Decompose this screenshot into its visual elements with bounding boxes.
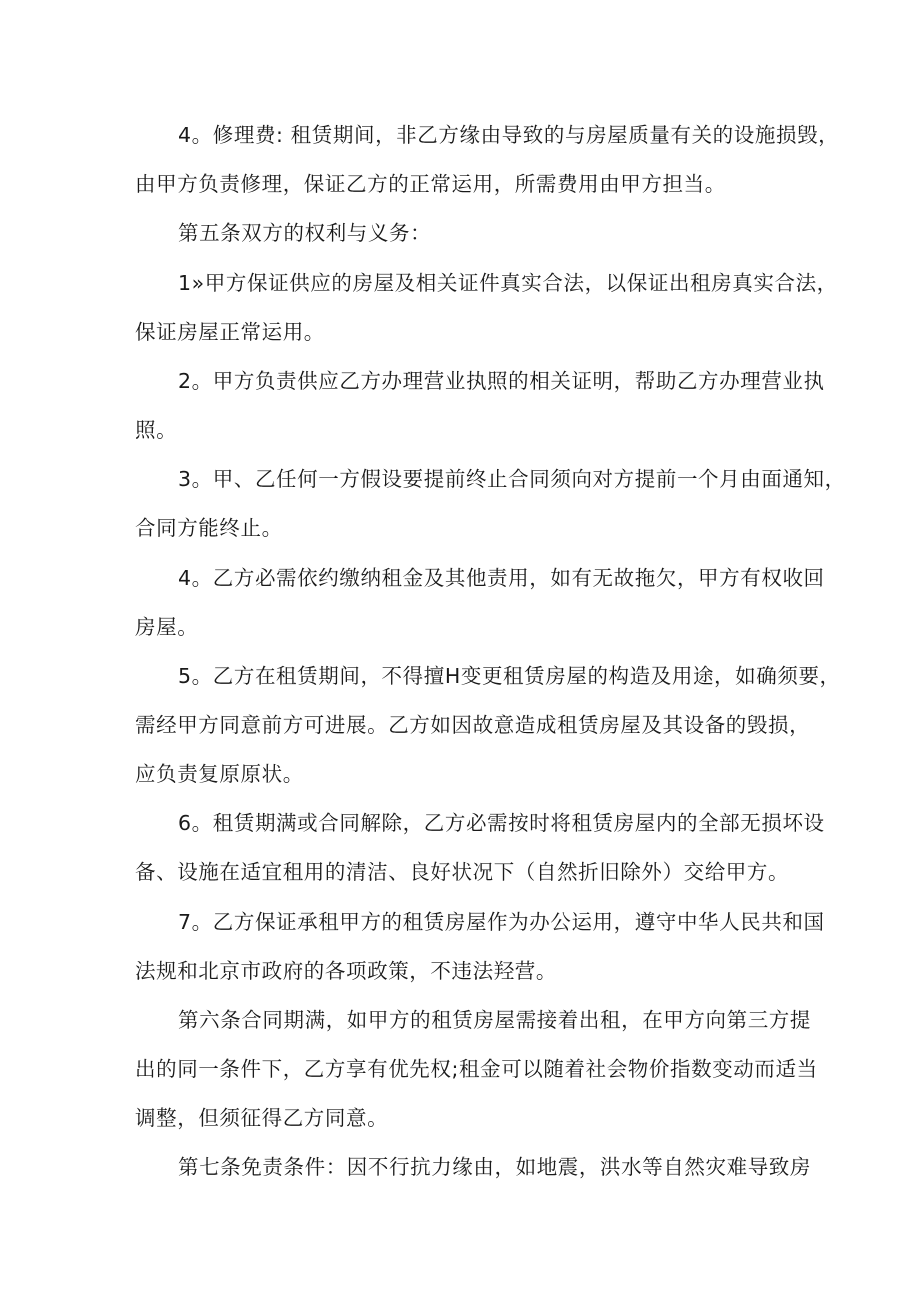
item-6-line-2: 备、设施在适宜租用的清洁、良好状况下（自然折旧除外）交给甲方。 [135,860,790,884]
clause-4-repair-fee-line-2: 由甲方负责修理，保证乙方的正常运用，所需费用由甲方担当。 [135,172,726,196]
item-6-line-1: 6。租赁期满或合同解除，乙方必需按时将租赁房屋内的全部无损坏设 [178,811,825,835]
item-2-line-1: 2。甲方负责供应乙方办理营业执照的相关证明，帮助乙方办理营业执 [178,369,825,393]
item-3-line-2: 合同方能终止。 [135,516,283,540]
article-6-line-3: 调整，但须征得乙方同意。 [135,1106,389,1130]
article-6-line-1: 第六条合同期满，如甲方的租赁房屋需接着出租，在甲方向第三方提 [178,1008,811,1032]
item-7-line-2: 法规和北京市政府的各项政策，不违法羟营。 [135,959,557,983]
item-2-line-2: 照。 [135,418,178,442]
clause-4-repair-fee-line-1: 4。修理费: 租赁期间，非乙方缘由导致的与房屋质量有关的设施损毁， [178,123,840,147]
item-7-line-1: 7。乙方保证承租甲方的租赁房屋作为办公运用，遵守中华人民共和国 [178,910,825,934]
item-4-line-2: 房屋。 [135,615,199,639]
item-3-line-1: 3。甲、乙任何一方假设要提前终止合同须向对方提前一个月由面通知， [178,467,846,491]
item-4-line-1: 4。乙方必需依约缴纳租金及其他责用，如有无故拖欠，甲方有权收回 [178,566,825,590]
item-5-line-2: 需经甲方同意前方可进展。乙方如因故意造成租赁房屋及其设备的毁损， [135,713,811,737]
article-5-heading: 第五条双方的权利与义务： [178,221,432,245]
item-5-line-1: 5。乙方在租赁期间，不得擅H变更租赁房屋的构造及用途，如确须要， [178,664,841,688]
article-6-line-2: 出的同一条件下，乙方享有优先权;租金可以随着社会物价指数变动而适当 [135,1057,818,1081]
item-1-line-1: 1»甲方保证供应的房屋及相关证件真实合法，以保证出租房真实合法， [178,271,838,295]
item-1-line-2: 保证房屋正常运用。 [135,320,325,344]
article-7-line-1: 第七条免责条件：因不行抗力缘由，如地震，洪水等自然灾难导致房 [178,1155,811,1179]
item-5-line-3: 应负责复原原状。 [135,762,304,786]
